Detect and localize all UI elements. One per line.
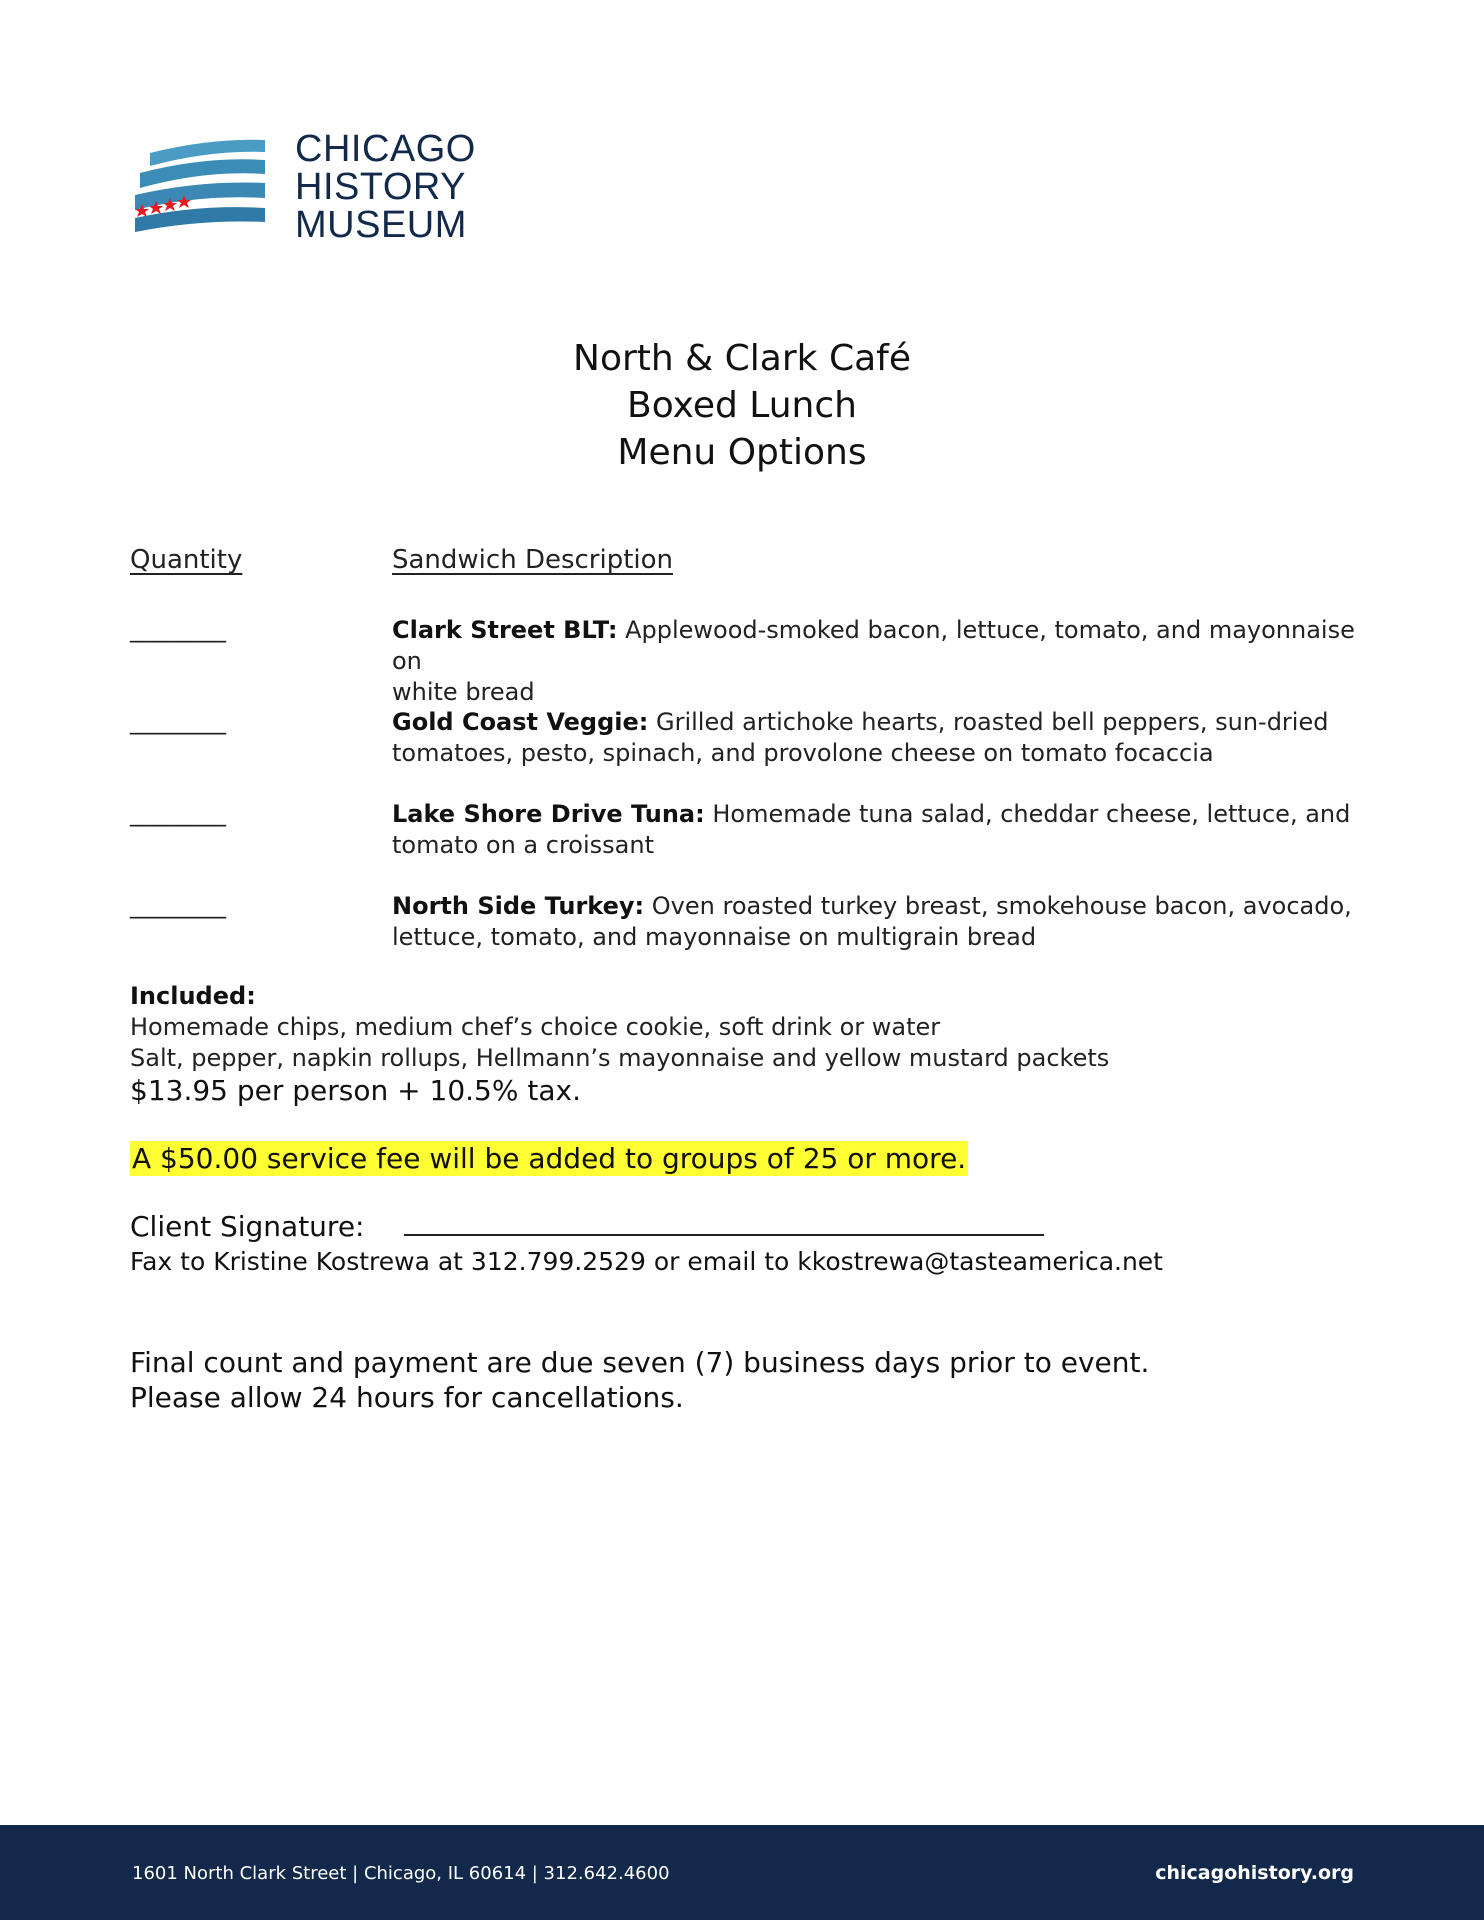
fax-instructions: Fax to Kristine Kostrewa at 312.799.2529 or email to kkostrewa@tasteamerica.net — [130, 1247, 1163, 1276]
page-title — [0, 335, 1484, 476]
logo-wordmark — [295, 130, 476, 244]
item-name: Clark Street BLT: — [392, 616, 618, 644]
item-desc-line: tomatoes, pesto, spinach, and provolone cheese on tomato focaccia — [392, 739, 1214, 767]
title-line: North & Clark Café — [573, 338, 911, 379]
item-name: North Side Turkey: — [392, 892, 645, 920]
item-description — [392, 615, 1392, 708]
signature-field[interactable] — [404, 1210, 1044, 1236]
title-line: Menu Options — [617, 432, 867, 473]
quantity-blank[interactable]: ________ — [130, 799, 226, 827]
item-desc-line: Applewood-smoked bacon, lettuce, tomato, and mayonnaise on — [392, 616, 1355, 675]
final-notice — [130, 1345, 1149, 1415]
quantity-blank[interactable]: ________ — [130, 707, 226, 735]
logo-line: MUSEUM — [295, 204, 467, 246]
quantity-blank[interactable]: ________ — [130, 891, 226, 919]
service-fee-notice: A $50.00 service fee will be added to groups of 25 or more. — [132, 1142, 967, 1175]
item-desc-line: lettuce, tomato, and mayonnaise on multigrain bread — [392, 923, 1037, 951]
description-column-header: Sandwich Description — [392, 545, 674, 575]
quantity-blank[interactable]: ________ — [130, 615, 226, 643]
title-line: Boxed Lunch — [627, 385, 857, 426]
signature-row — [130, 1210, 1044, 1243]
signature-label: Client Signature: — [130, 1210, 365, 1243]
logo-line: CHICAGO — [295, 128, 476, 170]
included-section — [130, 981, 1330, 1074]
final-line: Final count and payment are due seven (7) business days prior to event. — [130, 1346, 1150, 1379]
item-desc-line: tomato on a croissant — [392, 831, 654, 859]
item-name: Lake Shore Drive Tuna: — [392, 800, 705, 828]
logo-line: HISTORY — [295, 166, 467, 208]
item-name: Gold Coast Veggie: — [392, 708, 649, 736]
footer-bar — [0, 1825, 1484, 1920]
item-desc-line: Homemade tuna salad, cheddar cheese, lettuce, and — [712, 800, 1351, 828]
item-description — [392, 891, 1392, 953]
included-line: Salt, pepper, napkin rollups, Hellmann’s mayonnaise and yellow mustard packets — [130, 1044, 1110, 1072]
item-desc-line: Grilled artichoke hearts, roasted bell peppers, sun-dried — [656, 708, 1329, 736]
quantity-column-header: Quantity — [130, 545, 243, 575]
item-description — [392, 707, 1392, 769]
footer-address: 1601 North Clark Street | Chicago, IL 60614 | 312.642.4600 — [132, 1863, 670, 1884]
footer-website[interactable]: chicagohistory.org — [1155, 1862, 1354, 1884]
item-desc-line: white bread — [392, 678, 535, 706]
item-desc-line: Oven roasted turkey breast, smokehouse bacon, avocado, — [651, 892, 1352, 920]
item-description — [392, 799, 1392, 861]
final-line: Please allow 24 hours for cancellations. — [130, 1381, 684, 1414]
price-text: $13.95 per person + 10.5% tax. — [130, 1074, 581, 1107]
included-label: Included: — [130, 982, 256, 1010]
included-line: Homemade chips, medium chef’s choice cookie, soft drink or water — [130, 1013, 941, 1041]
